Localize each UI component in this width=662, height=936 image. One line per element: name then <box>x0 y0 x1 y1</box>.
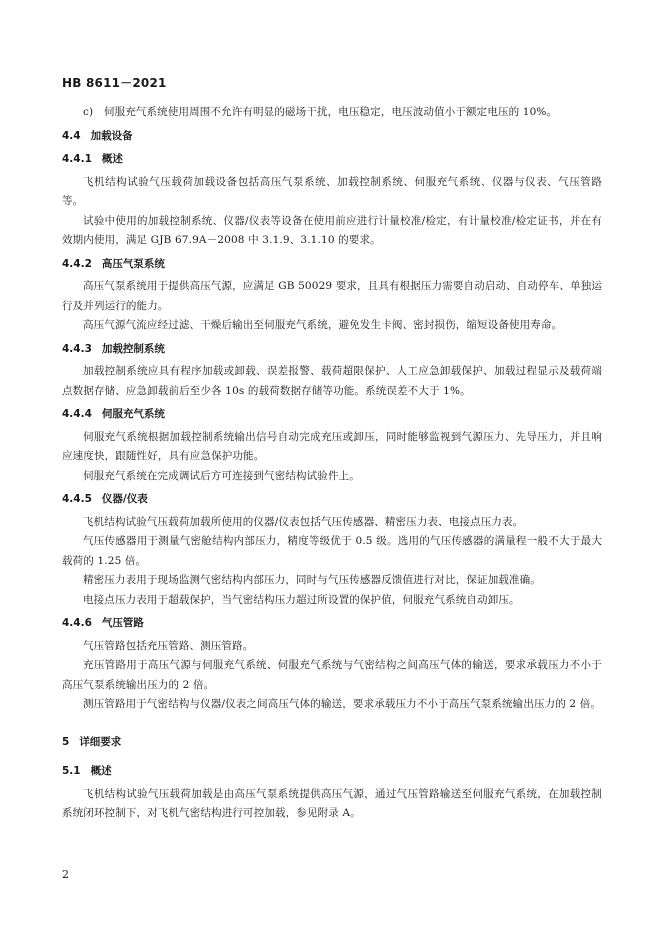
paragraph: 加载控制系统应具有程序加载或卸载、误差报警、载荷超限保护、人工应急卸载保护、加载过程显示及载荷端点数据存储、应急卸载前后至少各 10s 的载荷数据存储等功能。系统误差不大于 1%。 <box>62 365 602 397</box>
section-heading-4-4-4 <box>62 405 602 425</box>
paragraph: 飞机结构试验气压载荷加载是由高压气泵系统提供高压气源，通过气压管路输送至伺服充气系统，在加载控制系统闭环控制下，对飞机气密结构进行可控加载，参见附录 A。 <box>62 787 602 819</box>
section-heading-4-4-5 <box>62 490 602 510</box>
section-number: 4.4.1 <box>62 153 92 165</box>
paragraph: 精密压力表用于现场监测气密结构内部压力，同时与气压传感器反馈值进行对比，保证加载准确。 <box>83 574 541 586</box>
section-title: 气压管路 <box>101 617 144 629</box>
paragraph: 气压传感器用于测量气密舱结构内部压力，精度等级优于 0.5 级。选用的气压传感器的满量程一般不大于最大载荷的 1.25 倍。 <box>62 535 602 567</box>
section-number: 4.4.3 <box>62 342 92 355</box>
section-heading-4-4 <box>62 127 602 147</box>
section-title: 仪器/仪表 <box>101 493 148 505</box>
section-number: 4.4.4 <box>62 408 92 420</box>
section-heading-4-4-6 <box>62 614 602 634</box>
section-title: 高压气泵系统 <box>101 257 165 270</box>
paragraph: 伺服充气系统在完成调试后方可连接到气密结构试验件上。 <box>83 469 360 482</box>
section-number: 4.4.6 <box>62 617 92 629</box>
list-item-c: c) 伺服充气系统使用周围不允许有明显的磁场干扰，电压稳定，电压波动值小于额定电压的 10%。 <box>83 106 558 118</box>
section-heading-4-4-3 <box>62 340 602 360</box>
paragraph: 高压气源气流应经过滤、干燥后输出至伺服充气系统，避免发生卡阀、密封损伤，缩短设备使用寿命。 <box>83 319 563 331</box>
section-title: 概述 <box>90 765 112 777</box>
section-title: 加载设备 <box>90 129 133 142</box>
section-heading-5 <box>62 733 602 753</box>
paragraph: 飞机结构试验气压载荷加载所使用的仪器/仪表包括气压传感器、精密压力表、电接点压力表。 <box>83 515 524 528</box>
section-number: 5 <box>62 735 70 748</box>
paragraph: 充压管路用于高压气源与伺服充气系统、伺服充气系统与气密结构之间高压气体的输送，要求承载压力不小于高压气泵系统输出压力的 2 倍。 <box>62 659 602 691</box>
document-body <box>62 103 602 824</box>
section-title: 详细要求 <box>79 735 122 748</box>
paragraph: 电接点压力表用于超载保护，当气密结构压力超过所设置的保护值，伺服充气系统自动卸压。 <box>83 593 520 606</box>
section-heading-5-1 <box>62 762 602 782</box>
section-title: 伺服充气系统 <box>101 408 165 420</box>
page-number: 2 <box>62 868 69 881</box>
section-number: 4.4.2 <box>62 257 92 270</box>
section-number: 5.1 <box>62 765 81 777</box>
paragraph: 气压管路包括充压管路、测压管路。 <box>83 639 254 652</box>
section-heading-4-4-2 <box>62 255 602 275</box>
section-title: 概述 <box>101 153 123 165</box>
paragraph: 测压管路用于气密结构与仪器/仪表之间高压气体的输送，要求承载压力不小于高压气泵系统输出压力的 2 倍。 <box>83 698 602 710</box>
section-title: 加载控制系统 <box>101 342 165 355</box>
section-heading-4-4-1 <box>62 150 602 170</box>
section-number: 4.4.5 <box>62 493 92 505</box>
section-number: 4.4 <box>62 129 81 142</box>
paragraph: 伺服充气系统根据加载控制系统输出信号自动完成充压或卸压，同时能够监视到气源压力、先导压力，并且响应速度快，跟随性好，具有应急保护功能。 <box>62 430 602 462</box>
paragraph: 高压气泵系统用于提供高压气源，应满足 GB 50029 要求，且具有根据压力需要自动启动、自动停车、单独运行及并列运行的能力。 <box>62 280 602 312</box>
paragraph: 试验中使用的加载控制系统、仪器/仪表等设备在使用前应进行计量校准/检定，有计量校准/检定证书，并在有效期内使用，满足 GJB 67.9A－2008 中 3.1.9、3.1.10 的要求。 <box>62 214 602 246</box>
document-code-header: HB 8611－2021 <box>62 76 167 90</box>
paragraph: 飞机结构试验气压载荷加载设备包括高压气泵系统、加载控制系统、伺服充气系统、仪器与仪表、气压管路等。 <box>62 175 602 207</box>
